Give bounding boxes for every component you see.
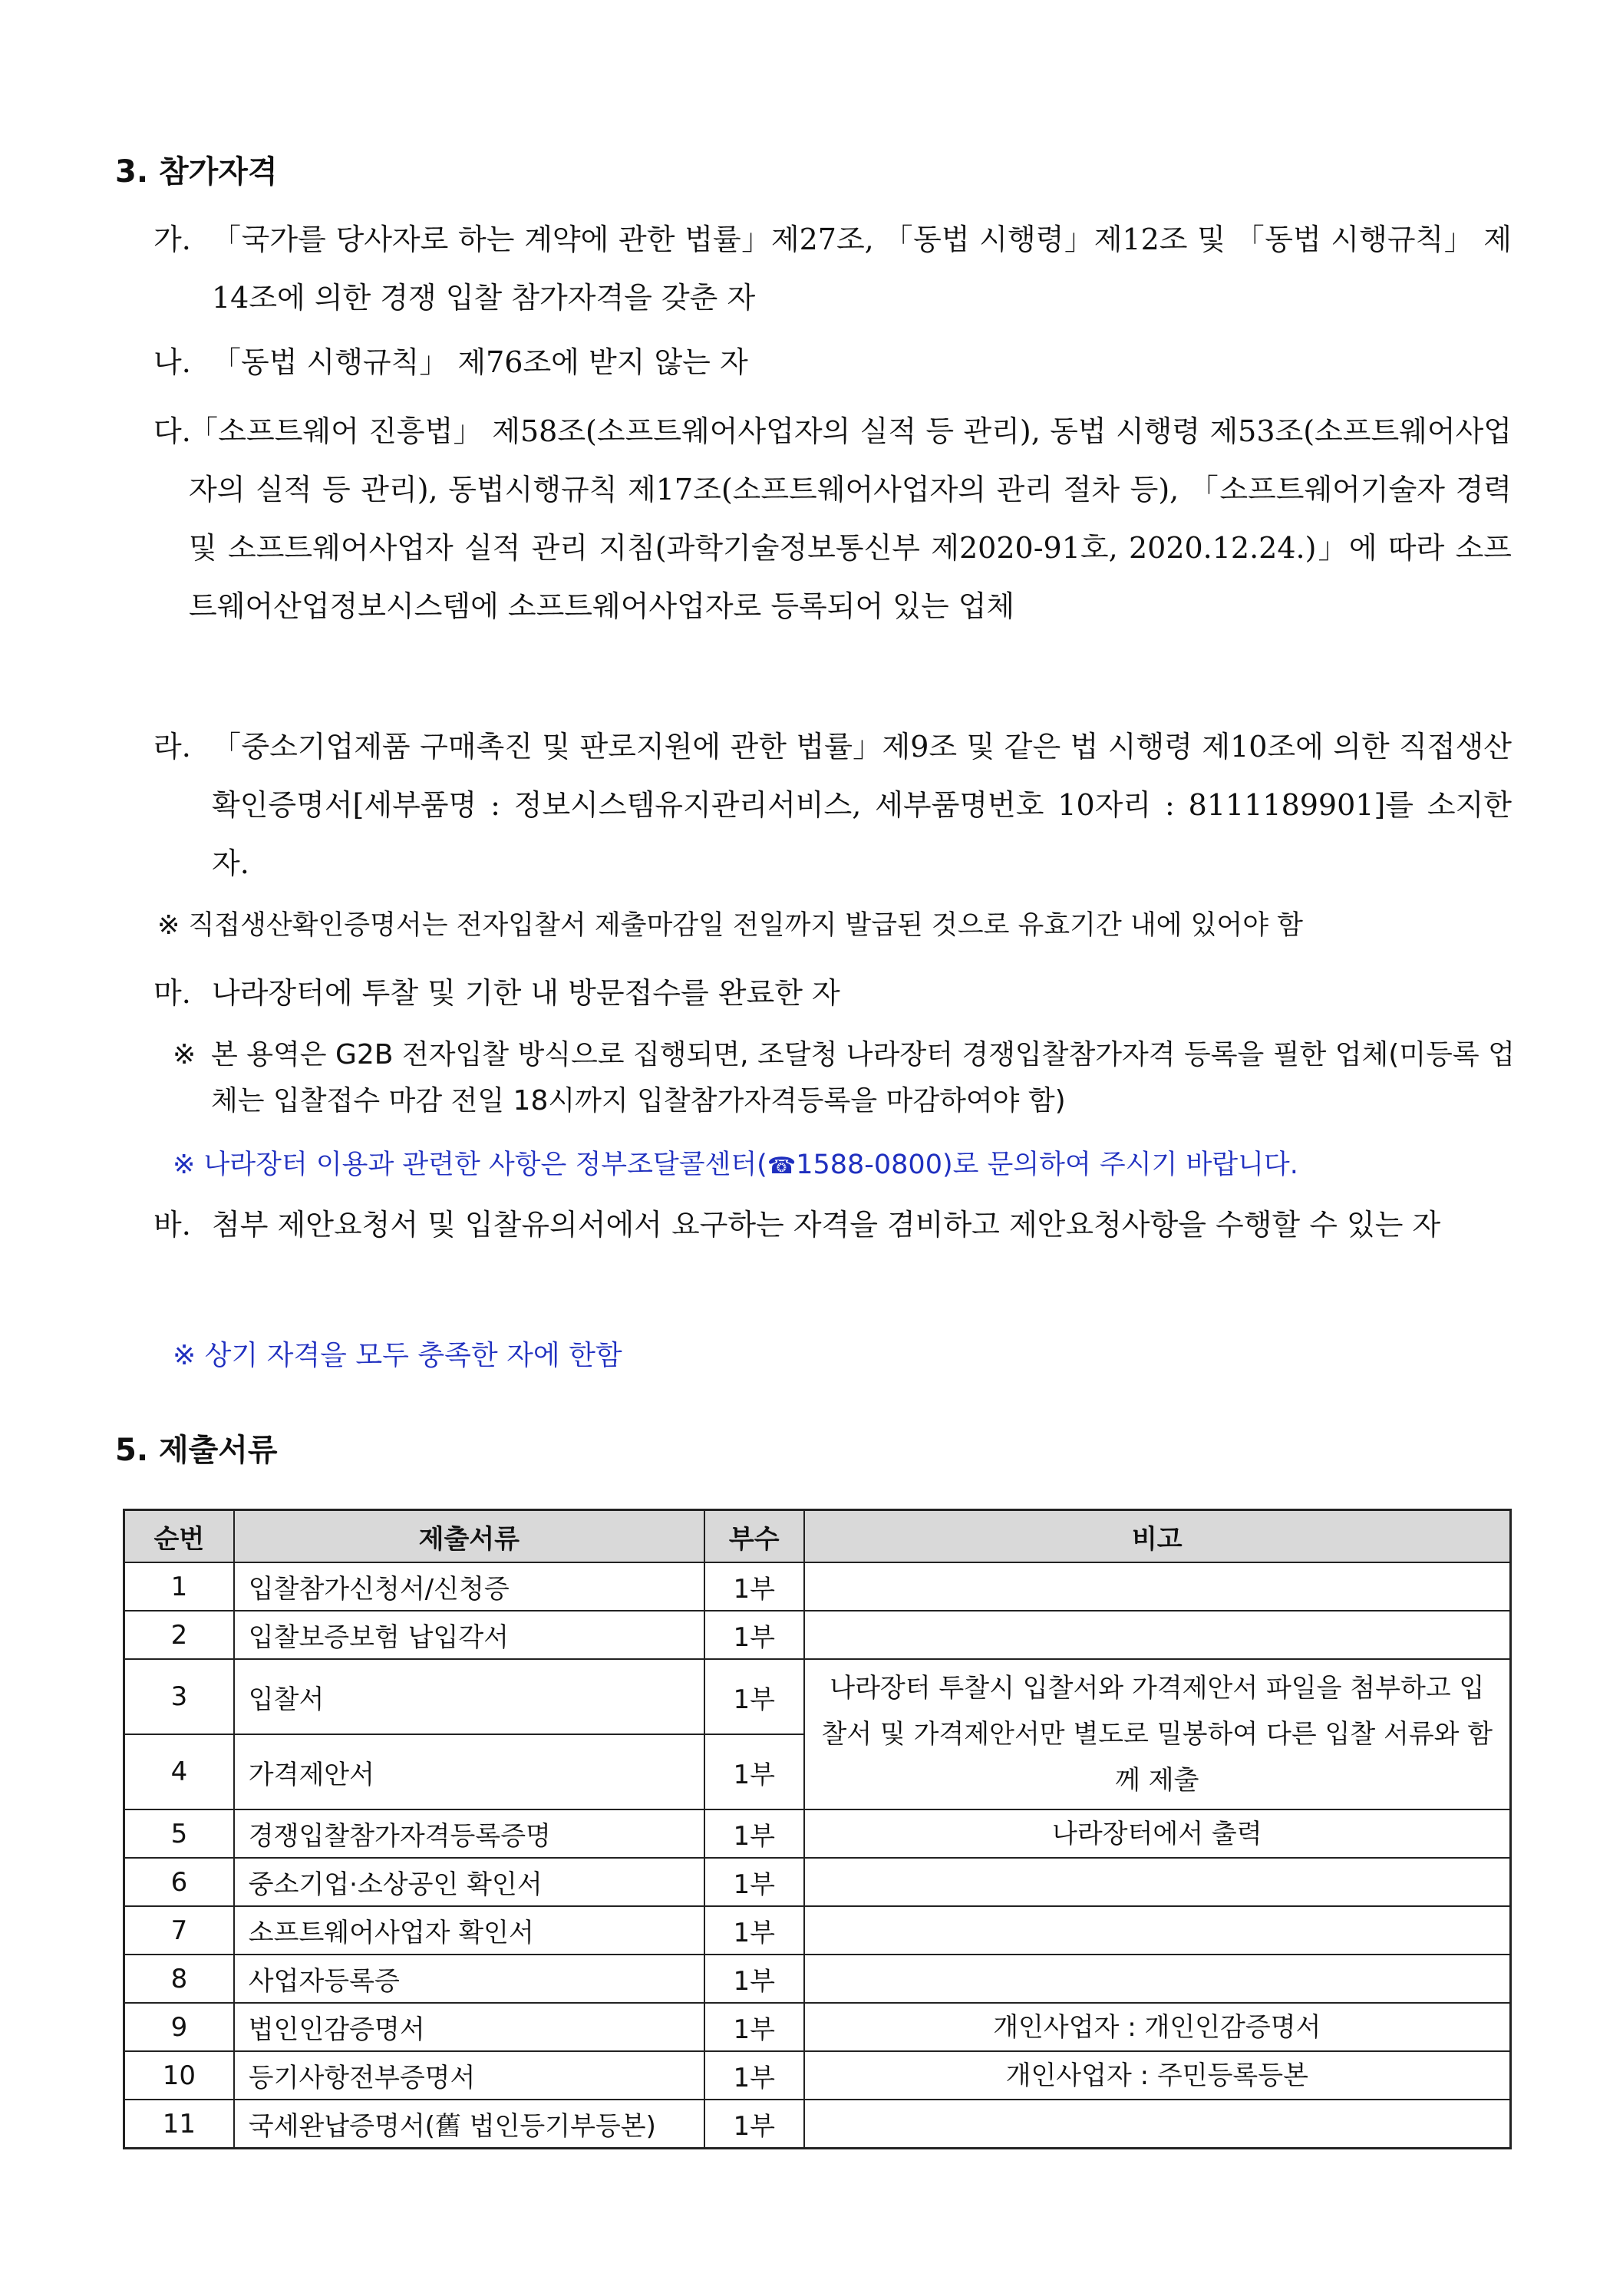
item-marker: 바.: [153, 1208, 191, 1242]
row-no: 1: [124, 1562, 234, 1611]
item-text: 나라장터에 투찰 및 기한 내 방문접수를 완료한 자: [212, 976, 840, 1010]
row-copies: 1부: [704, 1906, 804, 1955]
row-document: 법인인감증명서: [234, 2003, 704, 2051]
note-text-pre: ※ 나라장터 이용과 관련한 사항은 정부조달콜센터(: [173, 1150, 767, 1180]
row-document: 소프트웨어사업자 확인서: [234, 1906, 704, 1955]
table-row: [124, 1955, 1511, 2003]
eligibility-item-ra: [153, 718, 1512, 892]
row-copies: 1부: [704, 1734, 804, 1809]
table-row: [124, 1858, 1511, 1906]
g2b-registration-note: [173, 1032, 1516, 1124]
header-copies: 부수: [704, 1510, 804, 1563]
row-document: 중소기업·소상공인 확인서: [234, 1858, 704, 1906]
item-text: 「동법 시행규칙」 제76조에 받지 않는 자: [212, 345, 748, 379]
nara-contact-note: [173, 1143, 1298, 1182]
item-marker: 다.: [153, 414, 191, 448]
row-remark: [804, 1906, 1511, 1955]
table-row: [124, 2003, 1511, 2051]
item-marker: 마.: [153, 976, 191, 1010]
row-no: 10: [124, 2051, 234, 2100]
row-document: 입찰보증보험 납입각서: [234, 1611, 704, 1659]
row-document: 입찰서: [234, 1659, 704, 1734]
table-row: [124, 1809, 1511, 1858]
row-remark: [804, 1858, 1511, 1906]
row-copies: 1부: [704, 1611, 804, 1659]
row-copies: 1부: [704, 2051, 804, 2100]
note-marker: ※: [173, 1039, 196, 1070]
row-remark: 나라장터에서 출력: [804, 1809, 1511, 1858]
row-no: 2: [124, 1611, 234, 1659]
row-document: 입찰참가신청서/신청증: [234, 1562, 704, 1611]
row-document: 가격제안서: [234, 1734, 704, 1809]
row-remark: [804, 1955, 1511, 2003]
item-text: 「중소기업제품 구매촉진 및 판로지원에 관한 법률」제9조 및 같은 법 시행령 제10조에 의한 직접생산확인증명서[세부품명 : 정보시스템유지관리서비스, 세부품명번호 10자리 : 8111189901]를 소지한 자.: [212, 730, 1512, 880]
row-no: 11: [124, 2100, 234, 2149]
row-remark: 개인사업자 : 주민등록등본: [804, 2051, 1511, 2100]
submission-documents-table: [123, 1509, 1512, 2149]
row-remark: [804, 1611, 1511, 1659]
item-marker: 라.: [153, 730, 191, 764]
row-document: 경쟁입찰참가자격등록증명: [234, 1809, 704, 1858]
row-no: 8: [124, 1955, 234, 2003]
row-document: 국세완납증명서(舊 법인등기부등본): [234, 2100, 704, 2149]
header-document: 제출서류: [234, 1510, 704, 1563]
row-document: 등기사항전부증명서: [234, 2051, 704, 2100]
item-text: 「소프트웨어 진흥법」 제58조(소프트웨어사업자의 실적 등 관리), 동법 시행령 제53조(소프트웨어사업자의 실적 등 관리), 동법시행규칙 제17조(소프트웨어사업자의 관리 절차 등), 「소프트웨어기술자 경력 및 소프트웨어사업자 실적 관리 지침(과학기술정보통신부 제2020-91호, 2020.12.24.)」에 따라 소프트웨어산업정보시스템에 소프트웨어사업자로 등록되어 있는 업체: [189, 414, 1512, 623]
row-remark-merged: 나라장터 투찰시 입찰서와 가격제안서 파일을 첨부하고 입찰서 및 가격제안서만 별도로 밀봉하여 다른 입찰 서류와 함께 제출: [804, 1659, 1511, 1809]
row-copies: 1부: [704, 2100, 804, 2149]
table-row: [124, 1659, 1511, 1734]
row-remark: [804, 1562, 1511, 1611]
direct-production-note: ※ 직접생산확인증명서는 전자입찰서 제출마감일 전일까지 발급된 것으로 유효기간 내에 있어야 함: [157, 910, 1303, 941]
row-remark: 개인사업자 : 개인인감증명서: [804, 2003, 1511, 2051]
row-no: 7: [124, 1906, 234, 1955]
section-5-heading: 5. 제출서류: [115, 1433, 278, 1468]
item-marker: 나.: [153, 345, 191, 379]
row-copies: 1부: [704, 1659, 804, 1734]
table-row: [124, 1906, 1511, 1955]
eligibility-item-ba: [153, 1196, 1512, 1254]
note-text-post: 1588-0800)로 문의하여 주시기 바랍니다.: [796, 1150, 1298, 1180]
eligibility-item-da: [153, 402, 1512, 635]
all-qualifications-note: ※ 상기 자격을 모두 충족한 자에 한함: [173, 1340, 622, 1371]
table-row: [124, 1611, 1511, 1659]
header-no: 순번: [124, 1510, 234, 1563]
row-no: 4: [124, 1734, 234, 1809]
row-copies: 1부: [704, 1809, 804, 1858]
eligibility-item-ma: [153, 964, 1512, 1022]
table-row: [124, 2051, 1511, 2100]
item-text: 첨부 제안요청서 및 입찰유의서에서 요구하는 자격을 겸비하고 제안요청사항을 수행할 수 있는 자: [212, 1208, 1441, 1242]
row-no: 3: [124, 1659, 234, 1734]
item-text: 「국가를 당사자로 하는 계약에 관한 법률」제27조, 「동법 시행령」제12조 및 「동법 시행규칙」 제14조에 의한 경쟁 입찰 참가자격을 갖춘 자: [212, 223, 1512, 315]
row-no: 9: [124, 2003, 234, 2051]
row-copies: 1부: [704, 2003, 804, 2051]
table-row: [124, 1562, 1511, 1611]
eligibility-item-na: [153, 333, 1512, 391]
table-header-row: [124, 1510, 1511, 1563]
row-document: 사업자등록증: [234, 1955, 704, 2003]
header-remark: 비고: [804, 1510, 1511, 1563]
row-copies: 1부: [704, 1858, 804, 1906]
item-marker: 가.: [153, 223, 191, 256]
eligibility-item-ga: [153, 210, 1512, 327]
note-text: 본 용역은 G2B 전자입찰 방식으로 집행되면, 조달청 나라장터 경쟁입찰참가자격 등록을 필한 업체(미등록 업체는 입찰접수 마감 전일 18시까지 입찰참가자격등록을 마감하여야 함): [211, 1039, 1515, 1117]
section-3-heading: 3. 참가자격: [115, 154, 278, 190]
row-no: 5: [124, 1809, 234, 1858]
row-copies: 1부: [704, 1955, 804, 2003]
row-remark: [804, 2100, 1511, 2149]
row-copies: 1부: [704, 1562, 804, 1611]
row-no: 6: [124, 1858, 234, 1906]
table-row: [124, 2100, 1511, 2149]
phone-icon: ☎: [767, 1153, 797, 1179]
